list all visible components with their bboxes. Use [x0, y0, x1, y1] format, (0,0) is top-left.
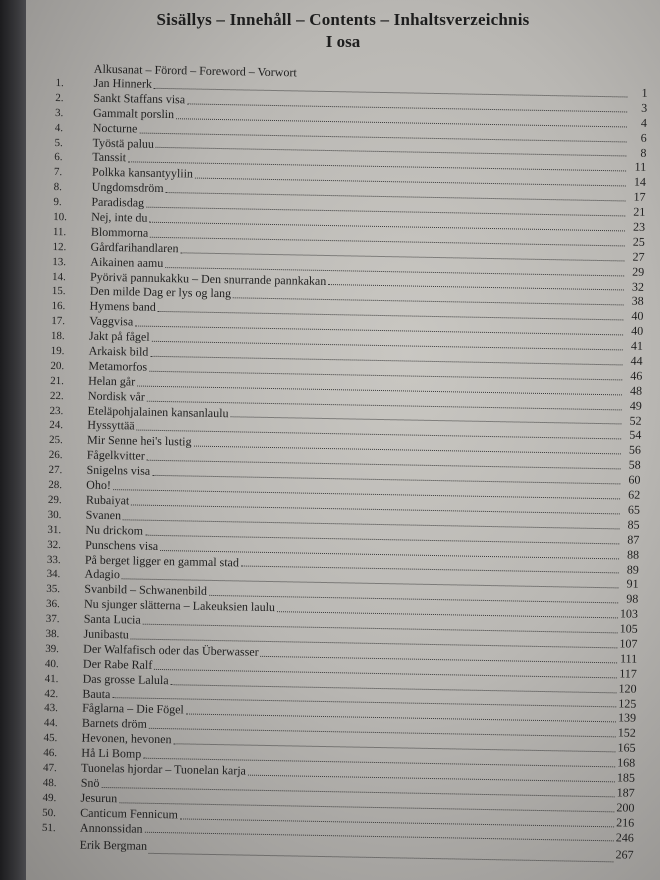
toc-entry-number: 14.	[51, 270, 66, 283]
toc-entry-number: 32.	[47, 538, 62, 551]
toc-entry-title: Santa Lucia	[83, 611, 141, 627]
toc-entry-number: 20.	[50, 359, 65, 373]
toc-entry-page: 58	[628, 457, 641, 473]
toc-entry-page: 107	[619, 636, 638, 651]
toc-entry-title: Jan Hinnerk	[93, 75, 153, 91]
toc-entry-number: 22.	[49, 389, 64, 402]
toc-entry-number: 45.	[43, 732, 58, 745]
toc-entry-page: 267	[615, 847, 634, 863]
toc-entry-number: 46.	[43, 746, 58, 760]
toc-entry-title: Nej, inte du	[91, 209, 148, 225]
toc-entry-page: 117	[619, 666, 638, 681]
toc-entry-title: Jakt på fågel	[88, 328, 150, 344]
toc-entry-title: Pyörivä pannukakku – Den snurrande pannkakan	[89, 269, 327, 288]
toc-entry-title: Vaggvisa	[89, 313, 134, 329]
toc-entry-page: 216	[616, 815, 635, 830]
toc-entry-title: Eteläpohjalainen kansanlaulu	[87, 403, 229, 420]
toc-entry-title: Erik Bergman	[79, 837, 148, 854]
toc-entry-number: 33.	[46, 553, 61, 566]
toc-entry-title: Metamorfos	[88, 358, 148, 374]
page-subtitle: I osa	[325, 32, 361, 51]
toc-entry-title: Svanen	[85, 507, 122, 523]
toc-entry-page: 41	[630, 338, 644, 353]
toc-entry-page: 85	[627, 517, 640, 532]
toc-entry-title: Hymens band	[89, 299, 156, 315]
toc-entry-title: Bauta	[82, 686, 111, 701]
toc-entry-number: 12.	[52, 240, 67, 254]
toc-entry-number: 43.	[44, 702, 59, 715]
toc-entry-number: 31.	[47, 523, 62, 536]
toc-entry-title: Aikainen aamu	[90, 254, 164, 270]
toc-entry-number: 48.	[42, 776, 57, 789]
toc-entry-page: 139	[617, 710, 637, 726]
toc-entry-title: Fågelkvitter	[86, 447, 145, 463]
toc-entry-page: 4	[640, 115, 648, 130]
toc-entry-title: Työstä paluu	[92, 135, 155, 151]
toc-entry-page: 185	[616, 770, 636, 785]
toc-entry-title: Hyssyttää	[87, 418, 135, 433]
toc-entry-number: 51.	[41, 821, 56, 834]
toc-entry-number: 40.	[44, 657, 59, 670]
toc-entry-number: 28.	[48, 478, 63, 492]
toc-entry-number: 38.	[45, 627, 60, 641]
toc-entry-page: 98	[626, 591, 639, 607]
toc-entry-number: 9.	[53, 196, 62, 209]
toc-entry-title: Jesurun	[80, 790, 118, 805]
toc-entry-title: Tanssit	[92, 150, 127, 165]
table-of-contents	[41, 62, 647, 866]
toc-entry-page: 87	[627, 532, 640, 547]
toc-entry-page: 246	[615, 829, 635, 845]
toc-entry-page: 103	[619, 606, 639, 621]
toc-entry-title: Punschens visa	[85, 537, 159, 553]
toc-entry-title: Gammalt porslin	[92, 105, 175, 121]
toc-entry-title: Oho!	[86, 477, 112, 493]
toc-entry-page: 88	[626, 547, 640, 562]
toc-entry-title: Adagio	[84, 567, 121, 582]
toc-entry-page: 40	[631, 323, 644, 339]
toc-entry-title: Nocturne	[92, 120, 138, 136]
toc-entry-page: 21	[633, 204, 646, 219]
page-title: Sisällys – Innehåll – Contents – Inhaltsverzeichnis	[156, 10, 530, 29]
toc-entry-title: Barnets dröm	[81, 715, 148, 732]
toc-entry-title: Der Walfafisch oder das Überwasser	[83, 641, 259, 659]
toc-entry-page: 44	[630, 353, 643, 368]
toc-entry-number: 7.	[53, 166, 63, 179]
toc-entry-number: 30.	[47, 508, 62, 522]
toc-entry-page: 11	[634, 160, 647, 175]
toc-entry-title: Hå Li Bomp	[81, 745, 142, 761]
toc-intro-num	[56, 72, 94, 73]
toc-entry-page: 8	[640, 145, 647, 160]
toc-entry-number: 27.	[48, 464, 63, 477]
toc-entry-title: Nordisk vår	[87, 388, 146, 404]
toc-entry-page: 49	[629, 398, 642, 413]
toc-entry-number: 1.	[55, 76, 64, 90]
toc-entry-title: Tuonelas hjordar – Tuonelan karja	[80, 760, 247, 778]
toc-entry-title: Mir Senne hei's lustig	[86, 433, 192, 449]
toc-entry-page: 62	[628, 487, 641, 502]
toc-entry-number: 26.	[48, 449, 63, 462]
toc-entry-number: 24.	[49, 419, 64, 432]
toc-entry-title: På berget ligger en gammal stad	[84, 552, 240, 569]
toc-entry-page: 40	[631, 308, 644, 324]
toc-entry-page: 105	[619, 621, 638, 636]
toc-entry-title: Sankt Staffans visa	[93, 90, 186, 107]
toc-entry-page: 38	[631, 294, 644, 309]
toc-entry-page: 200	[616, 800, 635, 815]
dot-leader	[149, 852, 614, 863]
toc-entry-number: 5.	[54, 136, 63, 149]
toc-entry-number: 42.	[44, 687, 59, 700]
toc-entry-title: Helan går	[88, 373, 136, 389]
toc-entry-title: Polkka kansantyyliin	[91, 165, 194, 181]
toc-entry-title: Nu sjunger slätterna – Lakeuksien laulu	[83, 596, 276, 615]
toc-entry-title: Der Rabe Ralf	[82, 656, 153, 672]
toc-entry-title: Den milde Dag er lys og lang	[89, 284, 232, 301]
toc-entry-number: 23.	[49, 404, 64, 417]
toc-entry-page: 32	[631, 279, 645, 294]
toc-entry-number: 21.	[50, 374, 65, 388]
toc-entry-title: Gårdfarihandlaren	[90, 239, 179, 256]
toc-entry-page: 23	[632, 219, 646, 234]
toc-entry-number: 8.	[53, 181, 63, 194]
toc-entry-title: Annonssidan	[79, 820, 143, 836]
toc-entry-number: 18.	[50, 330, 65, 343]
toc-entry-number: 35.	[46, 583, 61, 596]
toc-entry-page: 29	[632, 264, 645, 279]
toc-entry-number: 17.	[51, 315, 66, 328]
toc-entry-page: 165	[617, 740, 636, 755]
toc-entry-number: 44.	[43, 717, 58, 730]
toc-entry-title: Junibastu	[83, 626, 129, 642]
toc-entry-page: 125	[618, 695, 637, 711]
toc-entry-page: 27	[632, 249, 645, 264]
toc-entry-page: 56	[628, 442, 642, 458]
toc-entry-number: 41.	[44, 672, 59, 685]
toc-entry-title: Rubaiyat	[85, 492, 130, 508]
toc-entry-number: 3.	[54, 106, 64, 119]
toc-entry-page: 60	[628, 472, 641, 487]
toc-entry-title: Das grosse Lalula	[82, 671, 169, 687]
toc-entry-number: 16.	[51, 300, 66, 313]
toc-entry-number: 13.	[52, 255, 67, 268]
toc-entry-page: 46	[630, 368, 643, 383]
toc-entry-page: 152	[617, 725, 636, 741]
toc-entry-page: 25	[632, 234, 645, 249]
toc-entry-title: Ungdomsdröm	[91, 179, 164, 196]
toc-entry-title: Svanbild – Schwanenbild	[84, 581, 208, 599]
toc-entry-page: 14	[633, 174, 647, 190]
toc-entry-number: 50.	[42, 806, 57, 819]
toc-entry-page: 3	[641, 100, 648, 115]
toc-entry-page: 52	[629, 413, 642, 428]
toc-entry-number: 6.	[54, 151, 63, 164]
toc-intro-label: Alkusanat – Förord – Foreword – Vorwort	[93, 61, 297, 80]
toc-entry-page: 65	[627, 502, 641, 517]
toc-entry-number: 10.	[53, 210, 68, 224]
toc-entry-page: 91	[626, 576, 639, 592]
toc-entry-page: 89	[626, 562, 639, 577]
toc-entry-number: 25.	[48, 434, 63, 447]
toc-entry-title: Hevonen, hevonen	[81, 730, 172, 747]
toc-entry-title: Snö	[80, 775, 100, 790]
toc-entry-page: 120	[618, 681, 637, 696]
toc-entry-title: Paradisdag	[91, 194, 145, 210]
toc-entry-title: Snigelns visa	[86, 462, 151, 478]
toc-entry-page: 1	[641, 85, 648, 100]
toc-entry-number	[42, 848, 80, 849]
toc-entry-page: 54	[629, 428, 642, 443]
toc-entry-page: 187	[616, 785, 635, 800]
toc-entry-title: Fåglarna – Die Fögel	[82, 700, 184, 717]
book-spine-shadow	[0, 0, 26, 880]
toc-header	[26, 10, 660, 52]
toc-entry-number: 11.	[52, 225, 67, 239]
toc-entry-title: Blommorna	[90, 224, 149, 240]
toc-entry-number: 15.	[51, 285, 66, 298]
toc-entry-title: Arkaisk bild	[88, 343, 149, 359]
toc-entry-page: 17	[633, 189, 646, 205]
toc-entry-page: 111	[619, 651, 638, 666]
toc-entry-number: 34.	[46, 568, 61, 581]
toc-entry-number: 2.	[55, 91, 64, 105]
toc-entry-number: 39.	[45, 642, 60, 655]
toc-entry-number: 36.	[45, 598, 60, 611]
toc-entry-number: 49.	[42, 791, 57, 804]
toc-entry-title: Nu drickom	[85, 522, 144, 538]
toc-entry-page: 6	[640, 130, 647, 145]
toc-entry-number: 47.	[42, 761, 57, 775]
toc-entry-number: 37.	[45, 612, 60, 626]
toc-entry-number: 4.	[54, 121, 64, 134]
toc-entry-page: 48	[629, 383, 643, 398]
document-page	[26, 0, 660, 880]
toc-entry-page: 168	[617, 755, 636, 770]
toc-entry-number: 29.	[47, 493, 62, 507]
toc-entry-number: 19.	[50, 344, 65, 358]
toc-entry-title: Canticum Fennicum	[80, 805, 179, 821]
